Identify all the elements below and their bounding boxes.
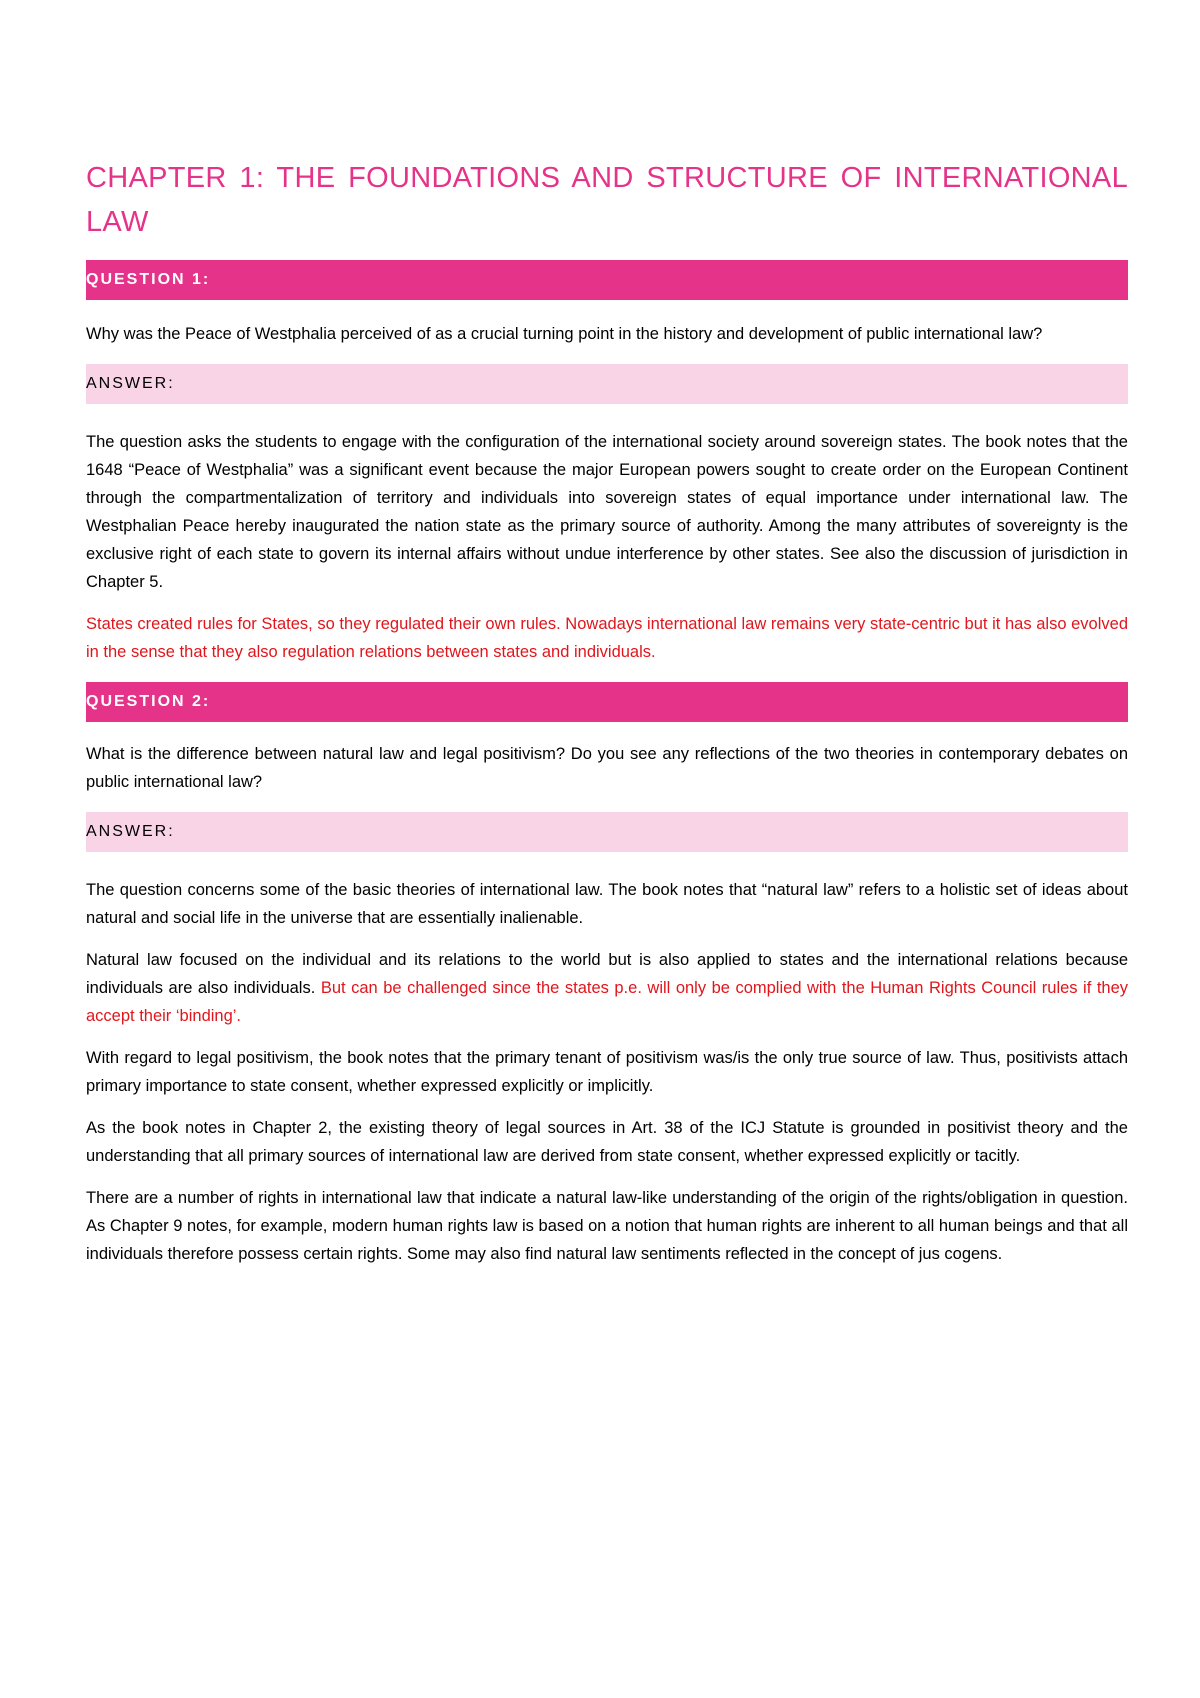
answer-1-bar [86,364,1128,404]
answer-2-paragraph-3: With regard to legal positivism, the book notes that the primary tenant of positivism was/is the only true source of law. Thus, positivists attach primary importance to state consent, whether expressed explicitly or implicitly. [86,1049,1128,1095]
answer-1-note: States created rules for States, so they regulated their own rules. Nowadays international law remains very state-centric but it has also evolved in the sense that they also regulation relations between states and individuals. [86,615,1128,661]
question-2-bar [86,682,1128,722]
question-1-label: QUESTION 1: [86,271,211,288]
answer-2-paragraph-2-text: Natural law focused on the individual and its relations to the world but is also applied to states and the international relations because individuals are also individuals. [86,951,1128,997]
answer-2-paragraph-1: The question concerns some of the basic theories of international law. The book notes that “natural law” refers to a holistic set of ideas about natural and social life in the universe that are essentially inalienable. [86,881,1128,927]
question-1-text: Why was the Peace of Westphalia perceived of as a crucial turning point in the history and development of public international law? [86,325,1043,343]
answer-2-paragraph-2-note: But can be challenged since the states p.e. will only be complied with the Human Rights Council rules if they accept their ‘binding’. [86,979,1129,1025]
question-2-label: QUESTION 2: [86,693,211,710]
document-page [86,0,1128,1268]
answer-2-paragraph-5: There are a number of rights in international law that indicate a natural law-like understanding of the origin of the rights/obligation in question. As Chapter 9 notes, for example, modern human rights law is based on a notion that human rights are inherent to all human beings and that all individuals therefore possess certain rights. Some may also find natural law sentiments reflected in the concept of jus cogens. [86,1189,1128,1263]
answer-2-label: ANSWER: [86,823,175,840]
question-2-text: What is the difference between natural law and legal positivism? Do you see any reflections of the two theories in contemporary debates on public international law? [86,745,1128,791]
answer-1-text: The question asks the students to engage with the configuration of the international society around sovereign states. The book notes that the 1648 “Peace of Westphalia” was a significant event because the major European powers sought to create order on the European Continent through the compartmentalization of territory and individuals into sovereign states of equal importance under international law. The Westphalian Peace hereby inaugurated the nation state as the primary source of authority. Among the many attributes of sovereignty is the exclusive right of each state to govern its internal affairs without undue interference by other states. See also the discussion of jurisdiction in Chapter 5. [86,433,1128,591]
answer-2-paragraph-2 [86,946,1128,1030]
question-1-bar [86,260,1128,300]
answer-1-label: ANSWER: [86,375,175,392]
answer-2-bar [86,812,1128,852]
answer-2-paragraph-4: As the book notes in Chapter 2, the existing theory of legal sources in Art. 38 of the ICJ Statute is grounded in positivist theory and the understanding that all primary sources of international law are derived from state consent, whether expressed explicitly or tacitly. [86,1119,1128,1165]
chapter-title: CHAPTER 1: THE FOUNDATIONS AND STRUCTURE OF INTERNATIONAL LAW [86,162,1128,238]
